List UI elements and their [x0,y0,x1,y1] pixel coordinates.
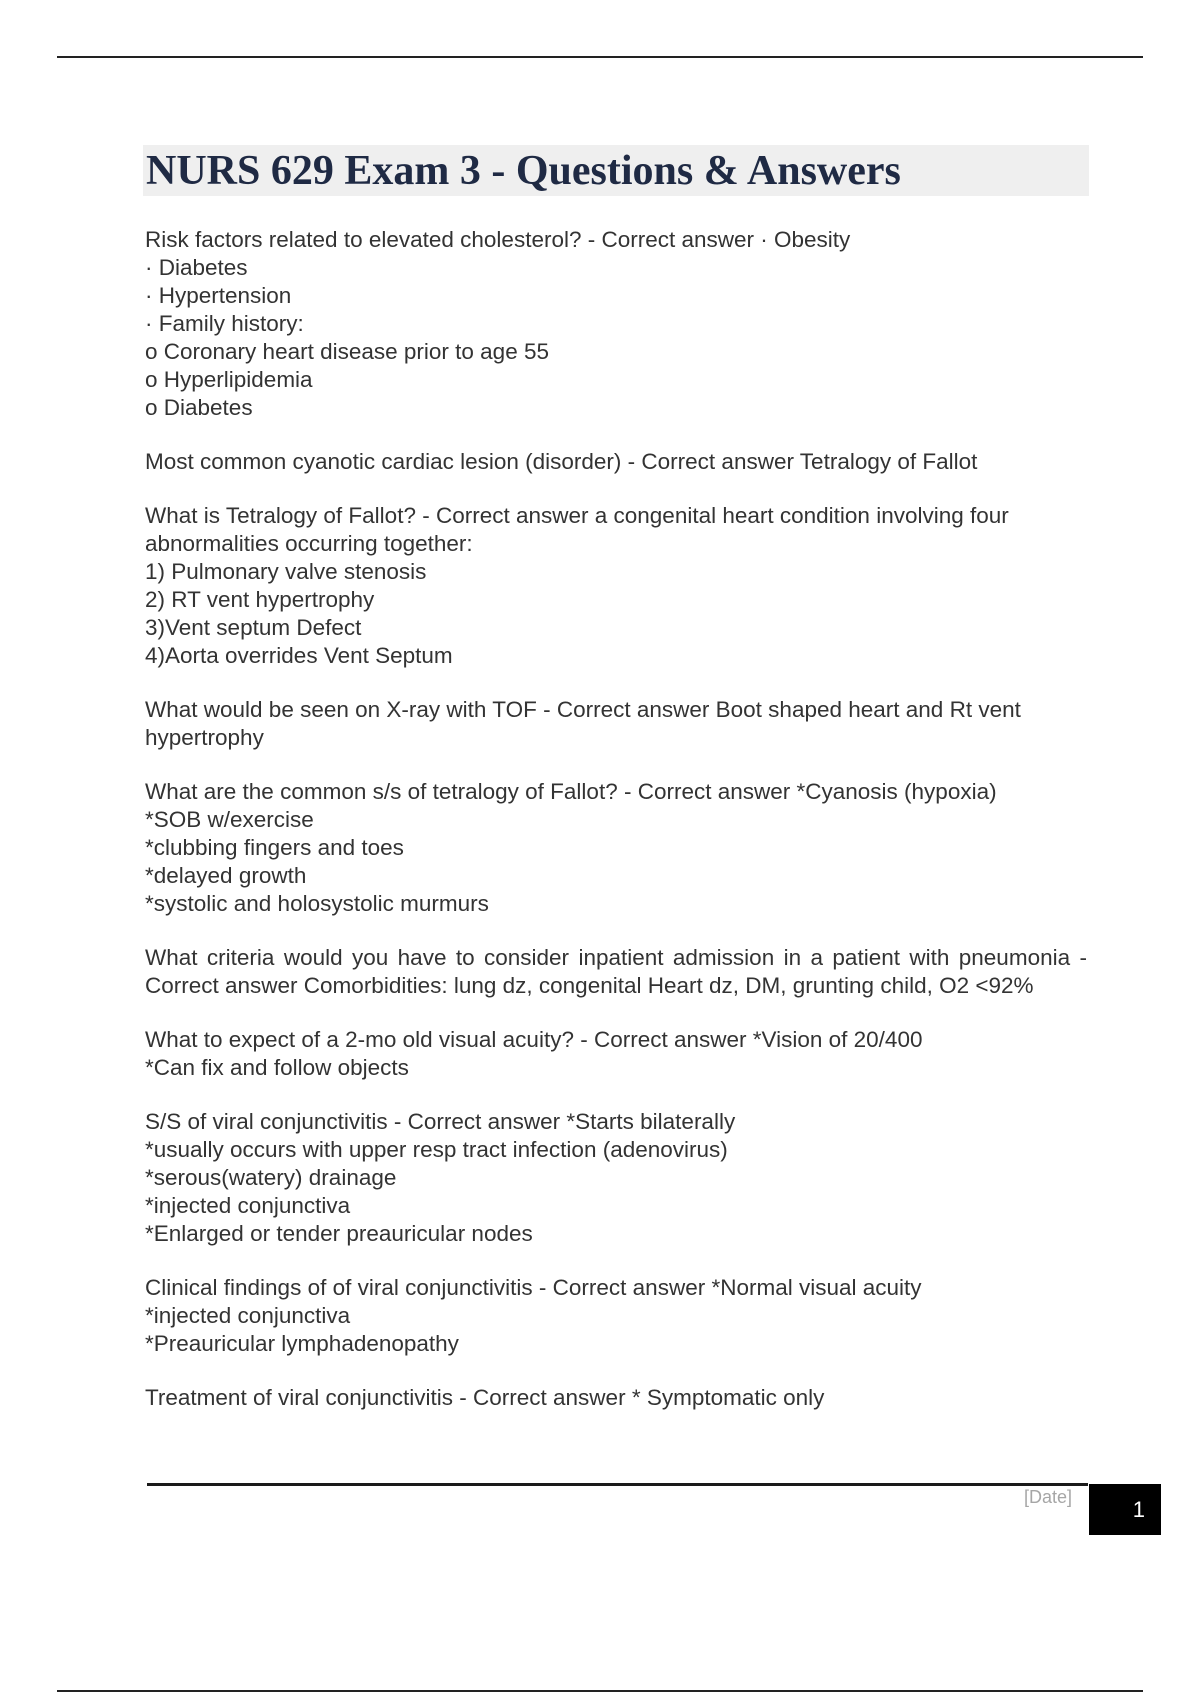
qa-line: · Hypertension [145,283,292,308]
qa-line: *Preauricular lymphadenopathy [145,1331,459,1356]
qa-line: 4)Aorta overrides Vent Septum [145,643,453,668]
qa-item [145,778,1087,918]
qa-item [145,1384,1087,1412]
bottom-rule [57,1690,1143,1692]
footer-date: [Date] [1023,1487,1072,1507]
qa-line: *delayed growth [145,863,307,888]
qa-line: What is Tetralogy of Fallot? - Correct answer a congenital heart condition involving four abnormalities occurring together: [145,503,1009,556]
qa-line: · Diabetes [145,255,248,280]
qa-line: *usually occurs with upper resp tract infection (adenovirus) [145,1137,728,1162]
qa-line: Clinical findings of of viral conjunctivitis - Correct answer *Normal visual acuity [145,1275,922,1300]
qa-item [145,448,1087,476]
page-number: 1 [1132,1497,1145,1522]
qa-item [145,1026,1087,1082]
qa-line: *systolic and holosystolic murmurs [145,891,489,916]
qa-line: · Family history: [145,311,304,336]
qa-line: 2) RT vent hypertrophy [145,587,375,612]
qa-line: *SOB w/exercise [145,807,314,832]
qa-line: 3)Vent septum Defect [145,615,362,640]
footer-rule [147,1483,1088,1486]
qa-line: S/S of viral conjunctivitis - Correct answer *Starts bilaterally [145,1109,736,1134]
qa-line: What criteria would you have to consider inpatient admission in a patient with pneumonia - Correct answer Comorbidities: lung dz, congenital Heart dz, DM, grunting child, O2 <92% [145,945,1087,998]
qa-line: Treatment of viral conjunctivitis - Correct answer * Symptomatic only [145,1385,825,1410]
qa-line: *injected conjunctiva [145,1193,351,1218]
qa-item [145,944,1087,1000]
qa-item [145,1108,1087,1248]
qa-line: o Coronary heart disease prior to age 55 [145,339,549,364]
qa-line: *Enlarged or tender preauricular nodes [145,1221,533,1246]
qa-line: Risk factors related to elevated cholesterol? - Correct answer · Obesity [145,227,851,252]
qa-line: What would be seen on X-ray with TOF - Correct answer Boot shaped heart and Rt vent hypertrophy [145,697,1021,750]
qa-item [145,502,1087,670]
qa-line: What to expect of a 2-mo old visual acuity? - Correct answer *Vision of 20/400 [145,1027,923,1052]
qa-line: *injected conjunctiva [145,1303,351,1328]
header-rule [57,56,1143,58]
qa-line: Most common cyanotic cardiac lesion (disorder) - Correct answer Tetralogy of Fallot [145,449,978,474]
qa-item [145,1274,1087,1358]
qa-content [145,226,1087,1438]
qa-line: *serous(watery) drainage [145,1165,397,1190]
page-title: NURS 629 Exam 3 - Questions & Answers [146,148,901,194]
qa-line: What are the common s/s of tetralogy of Fallot? - Correct answer *Cyanosis (hypoxia) [145,779,997,804]
qa-item [145,226,1087,422]
qa-line: o Hyperlipidemia [145,367,313,392]
qa-line: 1) Pulmonary valve stenosis [145,559,427,584]
qa-line: *Can fix and follow objects [145,1055,409,1080]
qa-line: *clubbing fingers and toes [145,835,404,860]
qa-item [145,696,1087,752]
qa-line: o Diabetes [145,395,253,420]
page-number-box [1089,1484,1161,1535]
